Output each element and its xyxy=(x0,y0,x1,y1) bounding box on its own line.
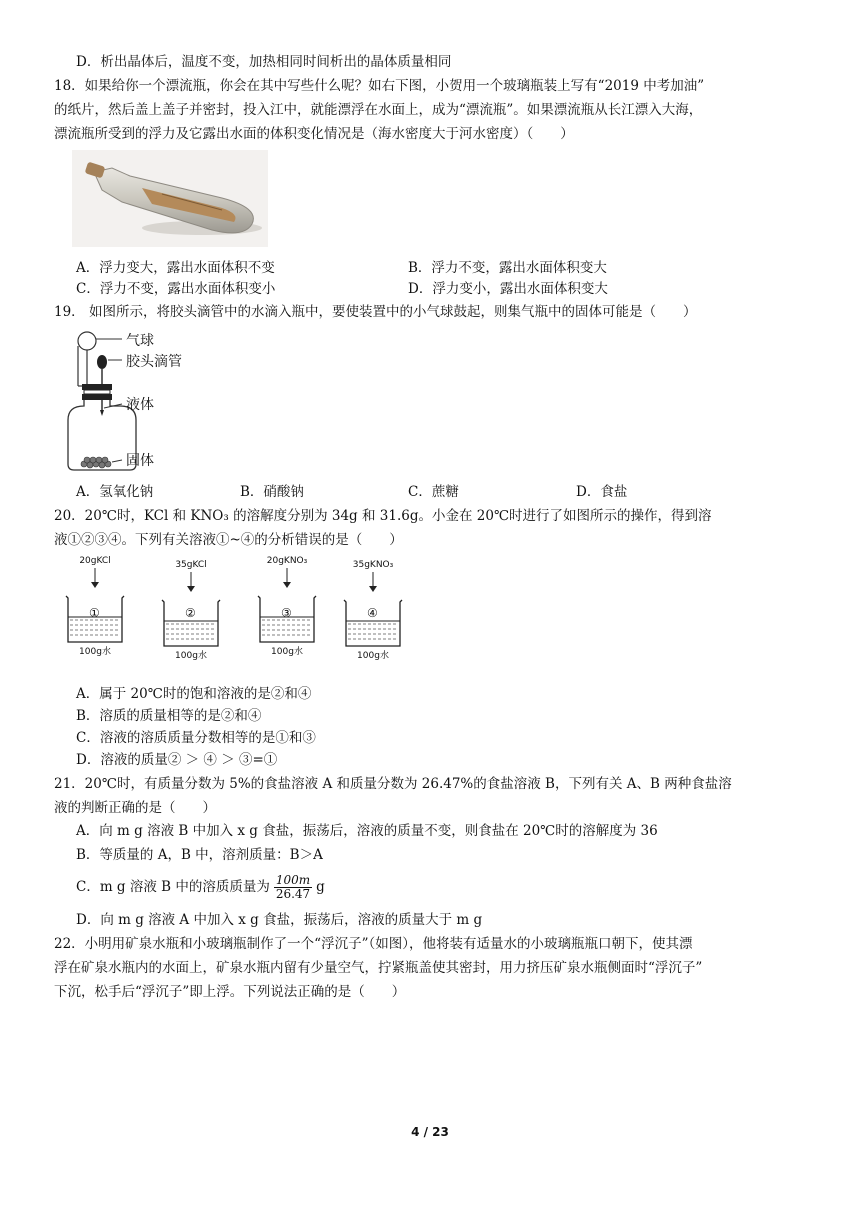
q20-option-a: A．属于 20℃时的饱和溶液的是②和④ xyxy=(76,686,312,702)
q21-stem-line1: 21．20℃时，有质量分数为 5%的食盐溶液 A 和质量分数为 26.47%的食盐溶液 B，下列有关 A、B 两种食盐溶 xyxy=(54,776,732,792)
liquid-label: 液体 xyxy=(126,397,154,413)
q22-stem-line2: 浮在矿泉水瓶内的水面上，矿泉水瓶内留有少量空气，拧紧瓶盖使其密封，用力挤压矿泉水瓶侧面时“浮沉子” xyxy=(54,960,703,976)
fraction-numerator: 100m xyxy=(275,873,311,887)
beaker-3-solute: 20gKNO₃ xyxy=(266,556,308,566)
dropper-label: 胶头滴管 xyxy=(126,354,182,370)
q21-option-c xyxy=(76,874,325,901)
q22-stem-line3: 下沉，松手后“浮沉子”即上浮。下列说法正确的是（ ） xyxy=(54,984,406,1000)
q21-stem-line2: 液的判断正确的是（ ） xyxy=(54,800,216,816)
beaker-3 xyxy=(252,556,322,657)
q18-stem-line3: 漂流瓶所受到的浮力及它露出水面的体积变化情况是（海水密度大于河水密度）（ ） xyxy=(54,126,574,142)
beaker-4-water: 100g水 xyxy=(357,651,389,661)
q18-option-b: B．浮力不变，露出水面体积变大 xyxy=(408,260,607,276)
beaker-3-water: 100g水 xyxy=(271,647,303,657)
q19-option-a: A．氢氧化钠 xyxy=(76,484,154,500)
q20-stem-line2: 液①②③④。下列有关溶液①~④的分析错误的是（ ） xyxy=(54,532,403,548)
beaker-2-mark: ② xyxy=(185,606,196,620)
q18-stem-line2: 的纸片，然后盖上盖子并密封，投入江中，就能漂浮在水面上，成为“漂流瓶”。如果漂流瓶从长江漂入大海， xyxy=(54,102,703,118)
beaker-4 xyxy=(338,560,408,661)
q19-option-d: D．食盐 xyxy=(576,484,628,500)
q18-option-d: D．浮力变小，露出水面体积变大 xyxy=(408,281,608,297)
q20-option-d: D．溶液的质量② ＞ ④ ＞ ③=① xyxy=(76,752,278,768)
q21-option-c-fraction xyxy=(274,874,312,901)
beaker-4-solute: 35gKNO₃ xyxy=(352,560,394,570)
drift-bottle-photo xyxy=(72,150,268,247)
q17-option-d: D．析出晶体后，温度不变，加热相同时间析出的晶体质量相同 xyxy=(76,54,452,70)
beaker-2-solute: 35gKCl xyxy=(175,560,207,570)
q18-option-c: C．浮力不变，露出水面体积变小 xyxy=(76,281,276,297)
beaker-1 xyxy=(60,556,130,657)
q18-option-a: A．浮力变大，露出水面体积不变 xyxy=(76,260,275,276)
q21-option-c-text: C．m g 溶液 B 中的溶质质量为 xyxy=(76,879,270,895)
beaker-2-water: 100g水 xyxy=(175,651,207,661)
q20-stem-line1: 20．20℃时，KCl 和 KNO₃ 的溶解度分别为 34g 和 31.6g。小金在 20℃时进行了如图所示的操作，得到溶 xyxy=(54,508,712,524)
q19-stem: 19． 如图所示，将胶头滴管中的水滴入瓶中，要使装置中的小气球鼓起，则集气瓶中的固体可能是（ ） xyxy=(54,304,697,320)
fraction-denominator: 26.47 xyxy=(275,887,311,901)
q19-option-b: B．硝酸钠 xyxy=(240,484,304,500)
q20-option-b: B．溶质的质量相等的是②和④ xyxy=(76,708,262,724)
beaker-2 xyxy=(156,560,226,661)
beaker-4-mark: ④ xyxy=(367,606,378,620)
q19-option-c: C．蔗糖 xyxy=(408,484,459,500)
q20-beakers-diagram xyxy=(60,556,410,671)
q22-stem-line1: 22．小明用矿泉水瓶和小玻璃瓶制作了一个“浮沉子”（如图），他将装有适量水的小玻璃瓶瓶口朝下，使其漂 xyxy=(54,936,693,952)
q21-option-d: D．向 m g 溶液 A 中加入 x g 食盐，振荡后，溶液的质量大于 m g xyxy=(76,912,483,928)
q18-stem-line1: 18．如果给你一个漂流瓶，你会在其中写些什么呢？如右下图，小贺用一个玻璃瓶装上写有“2019 中考加油” xyxy=(54,78,705,94)
q21-option-a: A．向 m g 溶液 B 中加入 x g 食盐，振荡后，溶液的质量不变，则食盐在 20℃时的溶解度为 36 xyxy=(76,823,658,839)
beaker-3-mark: ③ xyxy=(281,606,292,620)
page-number: 4 / 23 xyxy=(411,1125,449,1139)
q20-option-c: C．溶液的溶质质量分数相等的是①和③ xyxy=(76,730,316,746)
q19-apparatus-diagram xyxy=(64,328,244,474)
beaker-1-solute: 20gKCl xyxy=(79,556,111,566)
beaker-1-water: 100g水 xyxy=(79,647,111,657)
balloon-label: 气球 xyxy=(126,333,154,349)
solid-label: 固体 xyxy=(126,453,154,469)
beaker-1-mark: ① xyxy=(89,606,100,620)
q21-option-c-unit: g xyxy=(316,879,325,895)
q21-option-b: B．等质量的 A，B 中，溶剂质量：B＞A xyxy=(76,847,323,863)
